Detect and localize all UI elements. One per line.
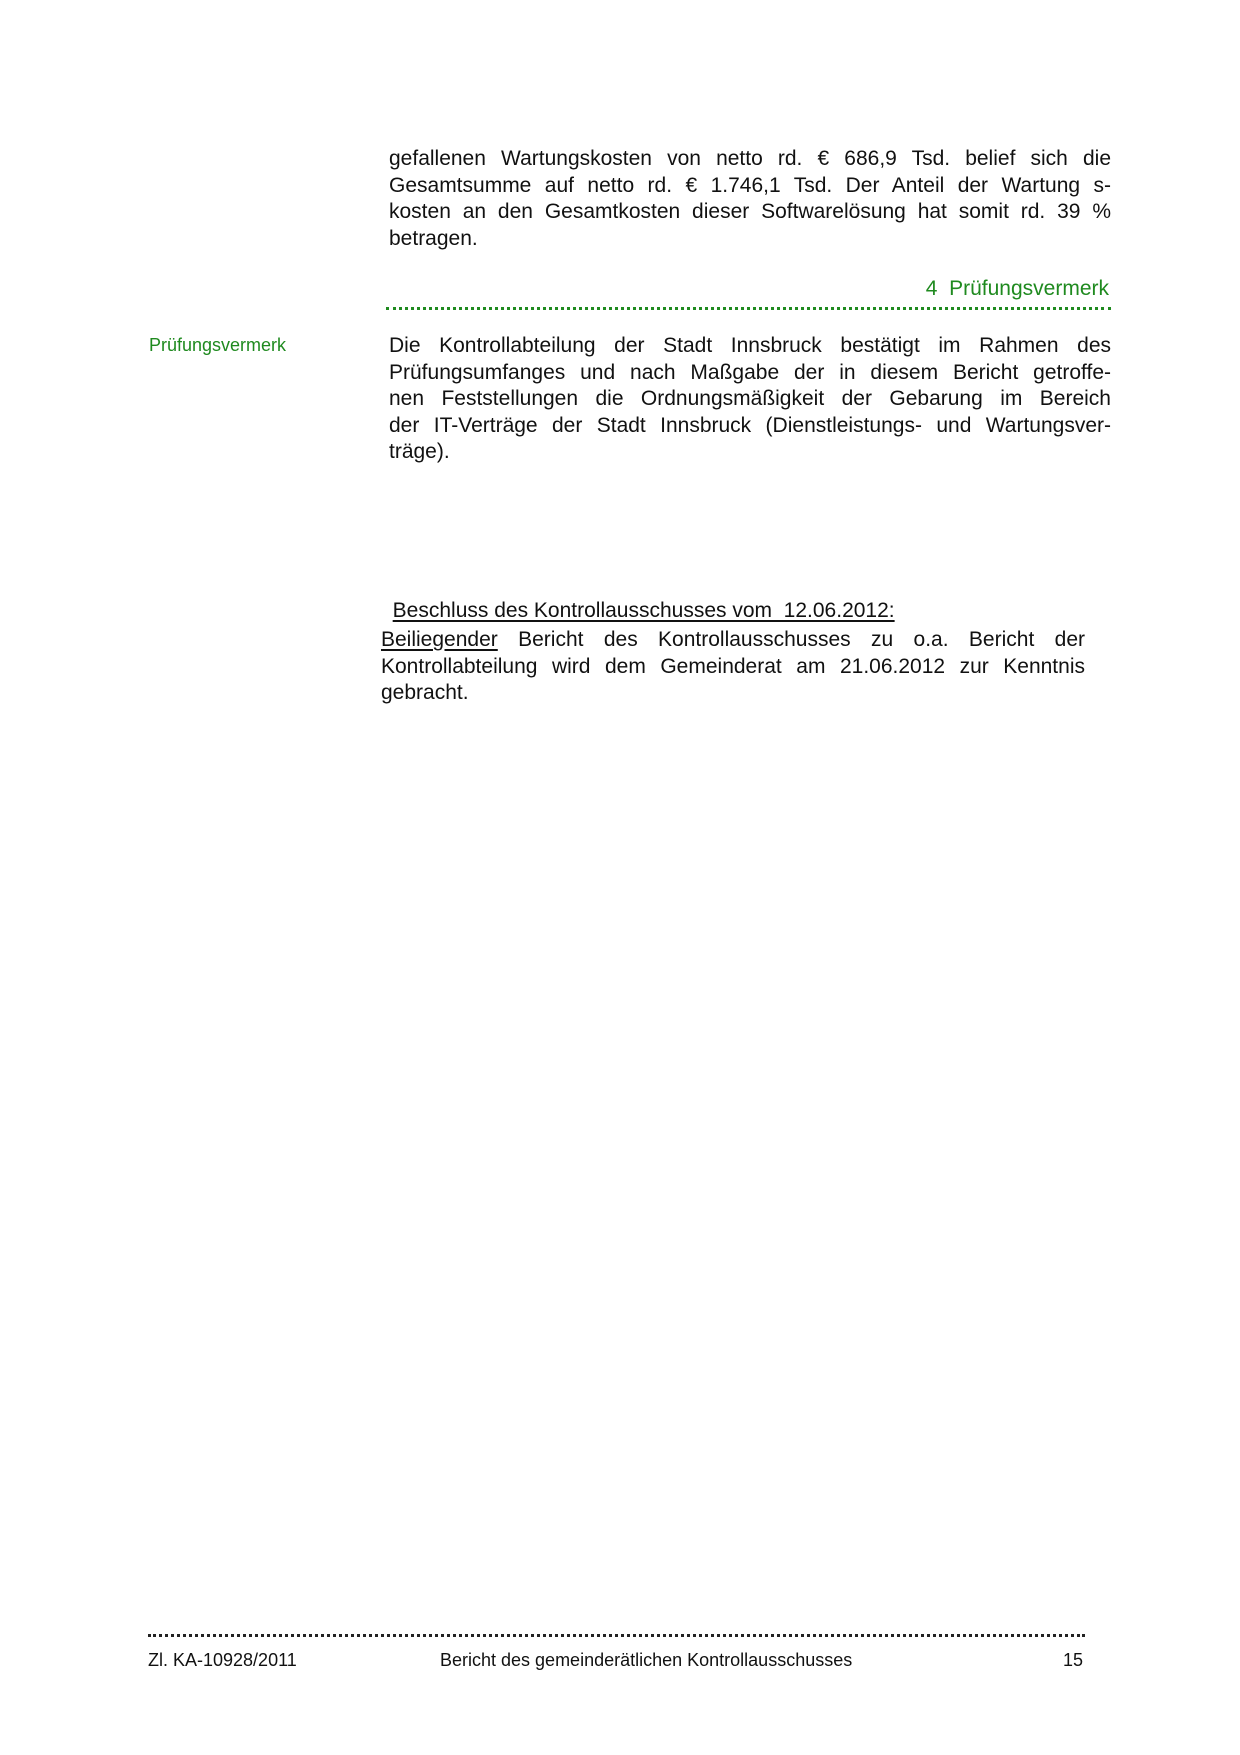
resolution-title-text: Beschluss des Kontrollausschusses vom 12.06.2012: (392, 599, 895, 622)
intro-line-3: kosten an den Gesamtkosten dieser Softwarelösung hat somit rd. 39 % (389, 200, 1111, 223)
section-line-5: träge). (389, 440, 450, 463)
section-heading-block (386, 275, 1111, 310)
section-line-4: der IT-Verträge der Stadt Innsbruck (Dienstleistungs- und Wartungsver- (389, 413, 1111, 437)
resolution-line-2: Kontrollabteilung wird dem Gemeinderat am 21.06.2012 zur Kenntnis (381, 654, 1085, 678)
section-line-3: nen Feststellungen die Ordnungsmäßigkeit der Gebarung im Bereich (389, 387, 1111, 410)
resolution-line-1 (381, 627, 1085, 654)
intro-line-1: gefallenen Wartungskosten von netto rd. € 686,9 Tsd. belief sich die (389, 147, 1111, 170)
resolution-title (381, 575, 895, 623)
section-body (389, 333, 1111, 466)
section-line-1: Die Kontrollabteilung der Stadt Innsbruck bestätigt im Rahmen des (389, 334, 1111, 357)
resolution-first-word: Beiliegender (381, 628, 498, 651)
footer-page-number: 15 (1063, 1650, 1084, 1670)
resolution-line-3: gebracht. (381, 681, 469, 704)
section-line-2: Prüfungsumfanges und nach Maßgabe der in diesem Bericht getroffe- (389, 360, 1111, 384)
intro-line-4: betragen. (389, 226, 478, 250)
section-heading: 4 Prüfungsvermerk (925, 277, 1109, 300)
intro-paragraph (389, 146, 1111, 252)
footer-title: Bericht des gemeinderätlichen Kontrollausschusses (440, 1650, 853, 1670)
footer-rule (148, 1633, 1085, 1637)
resolution-body (381, 627, 1085, 707)
footer-ref: Zl. KA-10928/2011 (148, 1650, 297, 1670)
resolution-line-1-rest: Bericht des Kontrollausschusses zu o.a. Bericht der (497, 628, 1085, 651)
margin-label: Prüfungsvermerk (149, 335, 287, 355)
intro-line-2: Gesamtsumme auf netto rd. € 1.746,1 Tsd. Der Anteil der Wartung s- (389, 173, 1111, 197)
